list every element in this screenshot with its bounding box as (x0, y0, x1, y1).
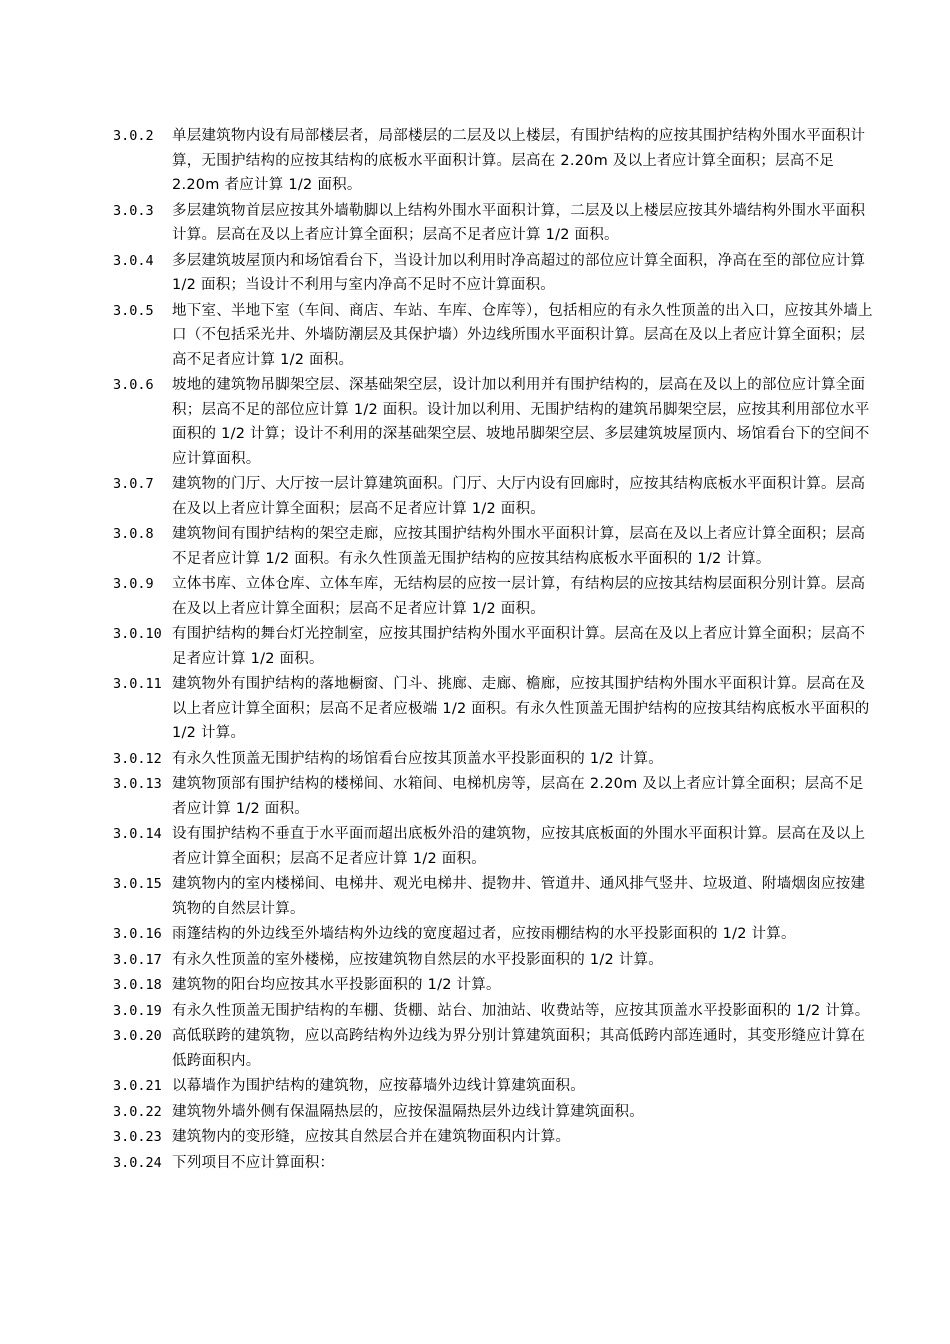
clause-3-0-18 (113, 973, 873, 998)
clause-text: 有围护结构的舞台灯光控制室，应按其围护结构外围水平面积计算。层高在及以上者应计算全面积；层高不足者应计算 1/2 面积。 (172, 626, 866, 667)
clause-3-0-23 (113, 1125, 873, 1150)
clause-text: 下列项目不应计算面积： (172, 1154, 335, 1171)
clause-3-0-4 (113, 249, 873, 298)
clause-number: 3.0.21 (113, 1078, 162, 1094)
clause-number: 3.0.20 (113, 1028, 162, 1044)
clause-text: 建筑物外有围护结构的落地橱窗、门斗、挑廊、走廊、檐廊，应按其围护结构外围水平面积计算。层高在及以上者应计算全面积；层高不足者应极端 1/2 面积。有永久性顶盖无围护结构的应按其结构底板水平面积的 1/2 计算。 (172, 676, 870, 741)
clause-3-0-2 (113, 124, 873, 198)
clause-text: 设有围护结构不垂直于水平面而超出底板外沿的建筑物，应按其底板面的外围水平面积计算。层高在及以上者应计算全面积；层高不足者应计算 1/2 面积。 (172, 826, 866, 867)
clause-text: 建筑物顶部有围护结构的楼梯间、水箱间、电梯机房等，层高在 2.20m 及以上者应计算全面积；层高不足者应计算 1/2 面积。 (172, 776, 864, 817)
clause-3-0-21 (113, 1074, 873, 1099)
clause-number: 3.0.23 (113, 1129, 162, 1145)
clause-text: 高低联跨的建筑物，应以高跨结构外边线为界分别计算建筑面积；其高低跨内部连通时，其变形缝应计算在低跨面积内。 (172, 1028, 866, 1069)
clause-number: 3.0.16 (113, 926, 162, 942)
clause-number: 3.0.15 (113, 876, 162, 892)
clause-number: 3.0.9 (113, 576, 154, 592)
clause-3-0-16 (113, 922, 873, 947)
clause-text: 单层建筑物内设有局部楼层者，局部楼层的二层及以上楼层，有围护结构的应按其围护结构外围水平面积计算，无围护结构的应按其结构的底板水平面积计算。层高在 2.20m 及以上者应计算全面积；层高不足 2.20m 者应计算 1/2 面积。 (172, 128, 866, 193)
clause-3-0-6 (113, 373, 873, 471)
clause-number: 3.0.12 (113, 750, 162, 767)
clause-text: 建筑物内的室内楼梯间、电梯井、观光电梯井、提物井、管道井、通风排气竖井、垃圾道、附墙烟囱应按建筑物的自然层计算。 (172, 876, 866, 917)
clause-text: 坡地的建筑物吊脚架空层、深基础架空层，设计加以利用并有围护结构的，层高在及以上的部位应计算全面积；层高不足的部位应计算 1/2 面积。设计加以利用、无围护结构的建筑吊脚架空层，应按其利用部位水平面积的 1/2 计算；设计不利用的深基础架空层、坡地吊脚架空层、多层建筑坡屋顶内、场馆看台下的空间不应计算面积。 (172, 377, 870, 467)
clause-3-0-10 (113, 622, 873, 671)
clause-number: 3.0.17 (113, 951, 162, 968)
clause-3-0-19 (113, 999, 873, 1024)
clause-text: 有永久性顶盖无围护结构的车棚、货棚、站台、加油站、收费站等，应按其顶盖水平投影面积的 1/2 计算。 (172, 1002, 870, 1019)
clause-number: 3.0.2 (113, 128, 154, 144)
clause-number: 3.0.6 (113, 377, 154, 393)
clause-number: 3.0.18 (113, 977, 162, 993)
document-page (113, 124, 873, 1176)
clause-3-0-22 (113, 1100, 873, 1125)
clause-3-0-8 (113, 522, 873, 571)
clause-3-0-5 (113, 299, 873, 373)
clause-3-0-20 (113, 1024, 873, 1073)
clause-text: 建筑物的门厅、大厅按一层计算建筑面积。门厅、大厅内设有回廊时，应按其结构底板水平面积计算。层高在及以上者应计算全面积；层高不足者应计算 1/2 面积。 (172, 476, 866, 517)
clause-text: 建筑物的阳台均应按其水平投影面积的 1/2 计算。 (172, 977, 501, 993)
clause-number: 3.0.4 (113, 252, 154, 269)
clause-text: 建筑物外墙外侧有保温隔热层的，应按保温隔热层外边线计算建筑面积。 (172, 1103, 644, 1120)
clause-3-0-12 (113, 747, 873, 772)
clause-3-0-3 (113, 199, 873, 248)
clause-3-0-11 (113, 672, 873, 746)
clause-number: 3.0.24 (113, 1154, 162, 1171)
clause-number: 3.0.22 (113, 1103, 162, 1120)
clause-text: 有永久性顶盖的室外楼梯，应按建筑物自然层的水平投影面积的 1/2 计算。 (172, 951, 664, 968)
clause-number: 3.0.8 (113, 526, 154, 542)
clause-number: 3.0.5 (113, 302, 154, 319)
clause-text: 雨篷结构的外边线至外墙结构外边线的宽度超过者，应按雨棚结构的水平投影面积的 1/2 计算。 (172, 926, 796, 942)
clause-number: 3.0.7 (113, 476, 154, 492)
clause-text: 多层建筑坡屋顶内和场馆看台下，当设计加以利用时净高超过的部位应计算全面积，净高在至的部位应计算 1/2 面积；当设计不利用与室内净高不足时不应计算面积。 (172, 252, 866, 293)
clause-text: 建筑物内的变形缝，应按其自然层合并在建筑物面积内计算。 (172, 1129, 571, 1145)
clause-number: 3.0.10 (113, 626, 162, 642)
clause-text: 立体书库、立体仓库、立体车库，无结构层的应按一层计算，有结构层的应按其结构层面积分别计算。层高在及以上者应计算全面积；层高不足者应计算 1/2 面积。 (172, 576, 866, 617)
clause-text: 建筑物间有围护结构的架空走廊，应按其围护结构外围水平面积计算，层高在及以上者应计算全面积；层高不足者应计算 1/2 面积。有永久性顶盖无围护结构的应按其结构底板水平面积的 1/2 计算。 (172, 526, 866, 567)
clause-number: 3.0.13 (113, 776, 162, 792)
clause-number: 3.0.14 (113, 826, 162, 842)
clause-3-0-9 (113, 572, 873, 621)
clause-number: 3.0.3 (113, 202, 154, 219)
clause-3-0-13 (113, 772, 873, 821)
clause-3-0-7 (113, 472, 873, 521)
clause-number: 3.0.11 (113, 676, 162, 692)
clause-text: 地下室、半地下室（车间、商店、车站、车库、仓库等），包括相应的有永久性顶盖的出入口，应按其外墙上口（不包括采光井、外墙防潮层及其保护墙）外边线所围水平面积计算。层高在及以上者应计算全面积；层高不足者应计算 1/2 面积。 (172, 302, 873, 368)
clause-number: 3.0.19 (113, 1002, 162, 1019)
clause-text: 以幕墙作为围护结构的建筑物，应按幕墙外边线计算建筑面积。 (172, 1078, 585, 1094)
clause-3-0-17 (113, 948, 873, 973)
clause-3-0-24 (113, 1151, 873, 1176)
clause-text: 有永久性顶盖无围护结构的场馆看台应按其顶盖水平投影面积的 1/2 计算。 (172, 750, 664, 767)
clause-text: 多层建筑物首层应按其外墙勒脚以上结构外围水平面积计算，二层及以上楼层应按其外墙结构外围水平面积计算。层高在及以上者应计算全面积；层高不足者应计算 1/2 面积。 (172, 202, 866, 243)
clause-3-0-15 (113, 872, 873, 921)
clause-3-0-14 (113, 822, 873, 871)
